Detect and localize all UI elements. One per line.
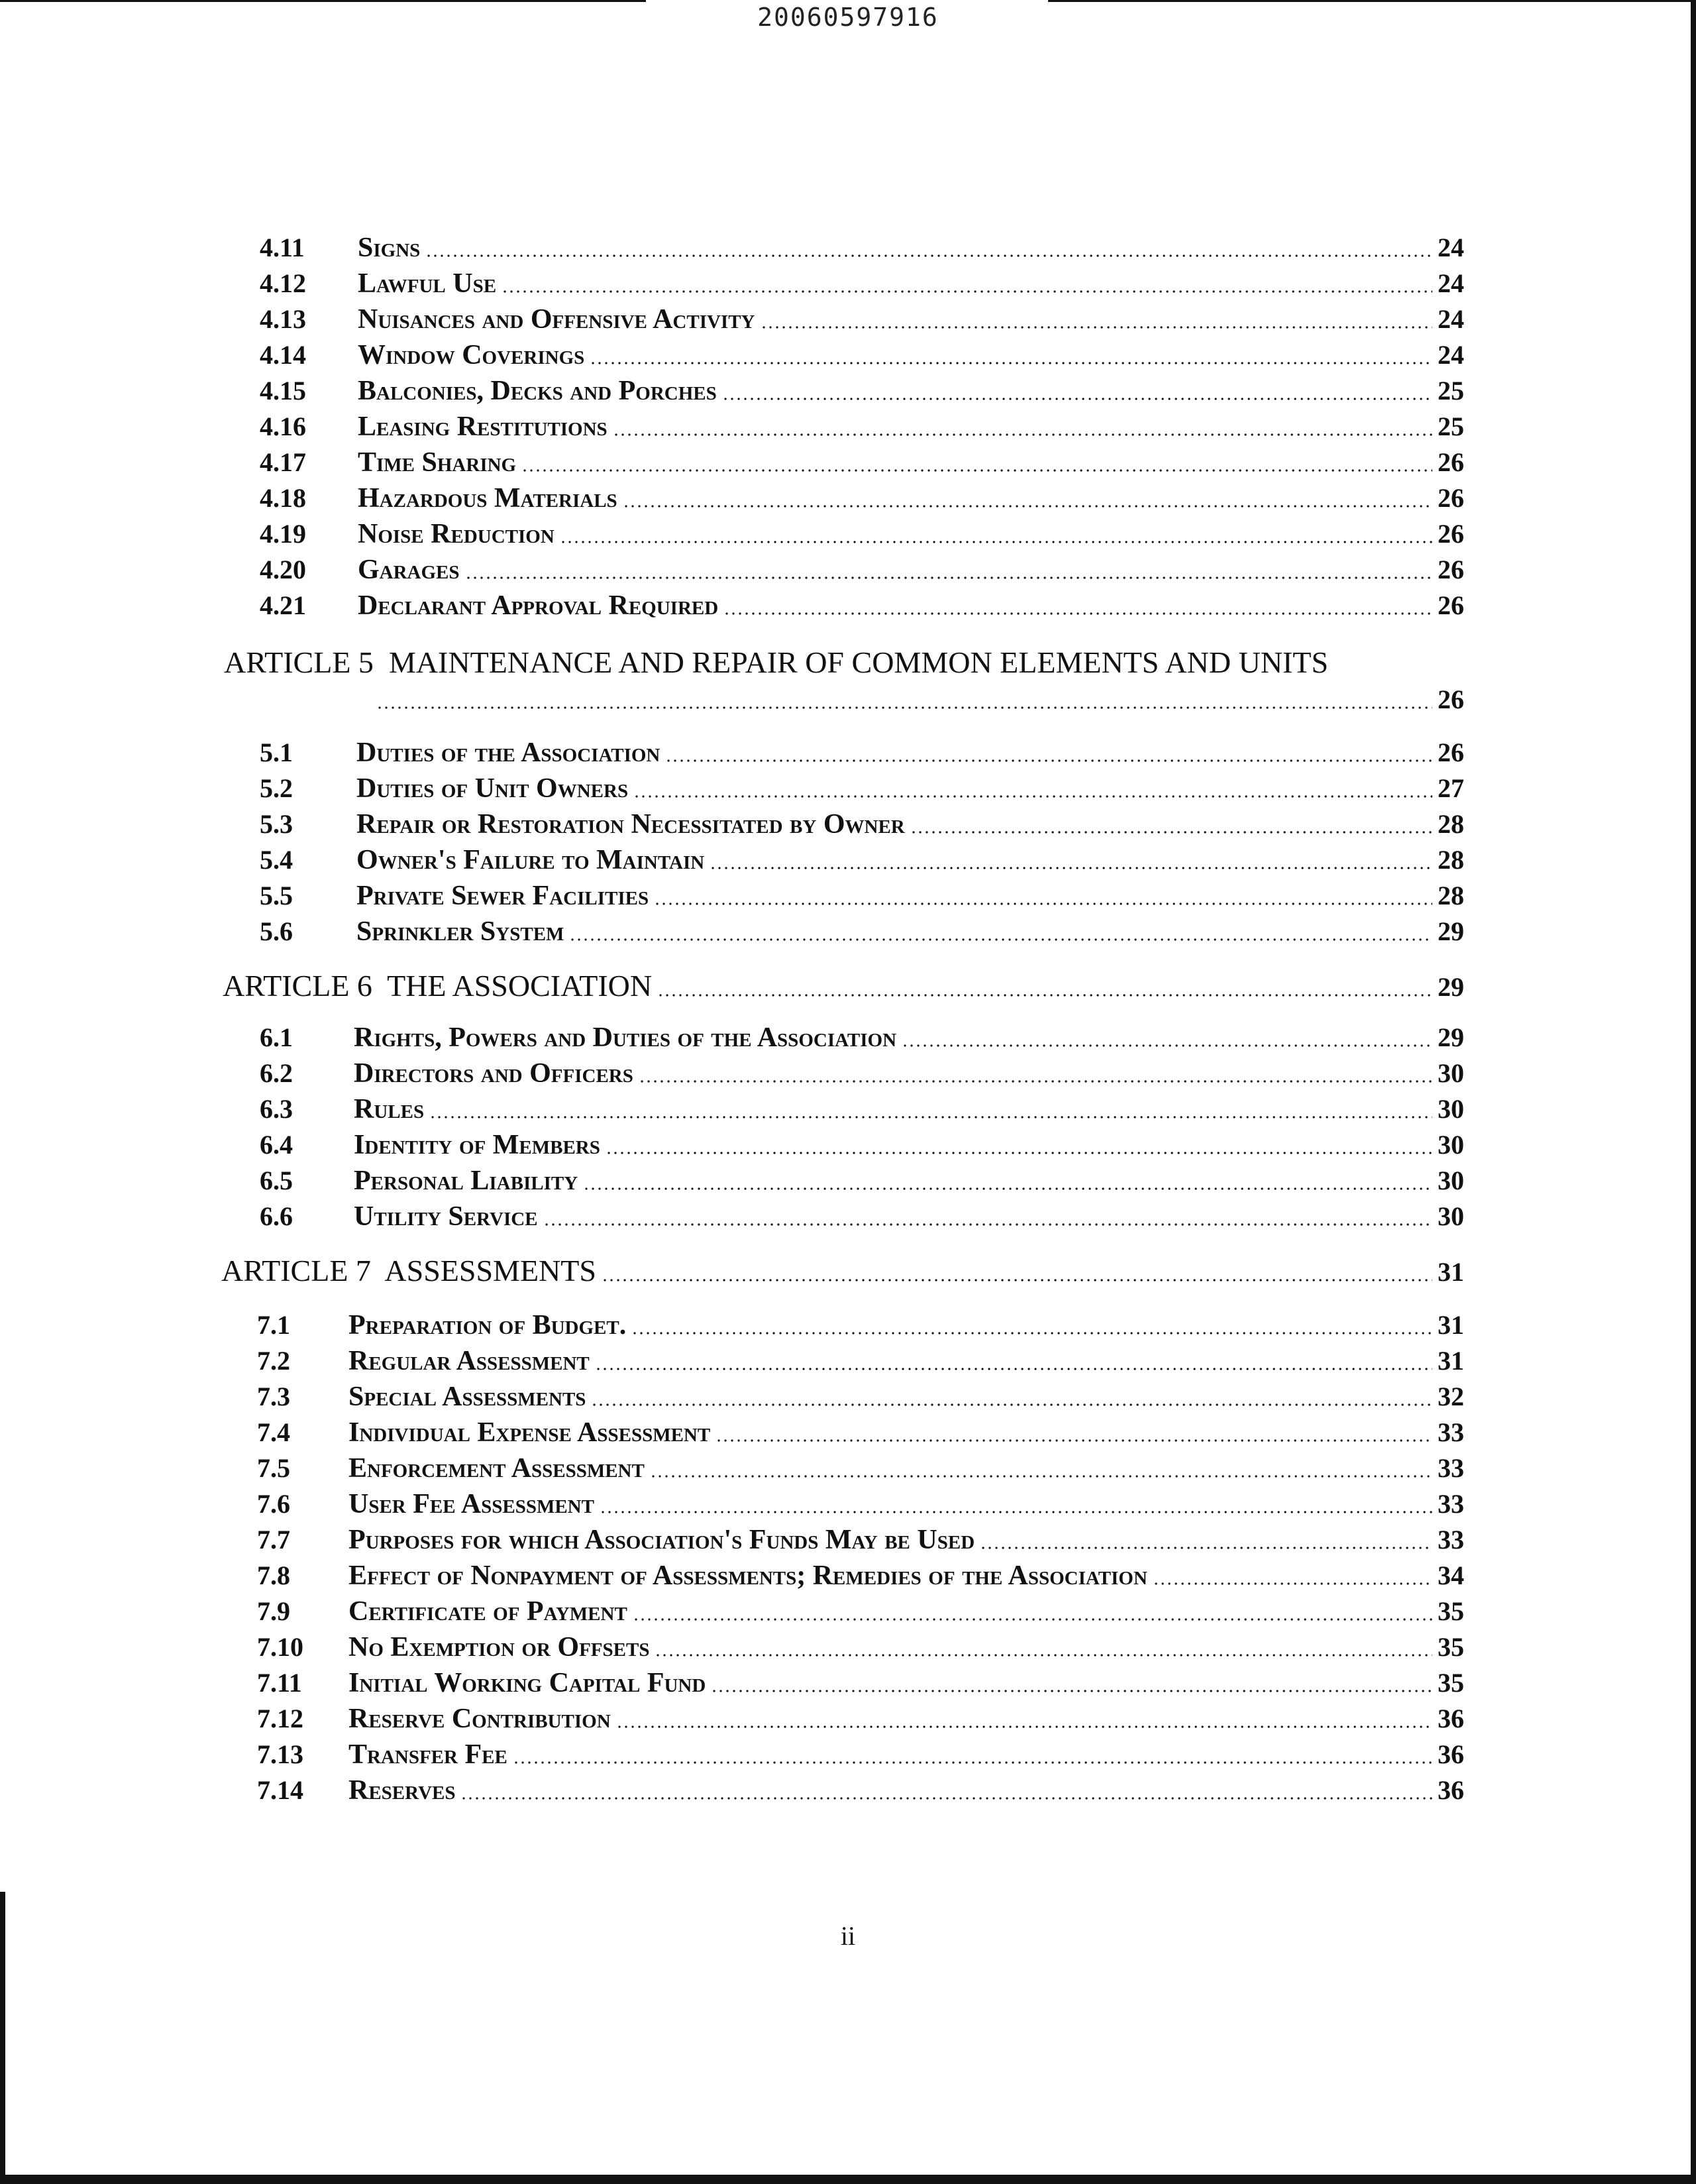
dot-leader <box>723 612 1432 615</box>
toc-row[interactable] <box>0 588 1696 623</box>
toc-entry-number: 4.11 <box>260 233 305 262</box>
dot-leader <box>1153 1582 1432 1585</box>
scan-border-bottom <box>0 2175 1696 2184</box>
toc-row[interactable] <box>0 1702 1696 1736</box>
toc-entry-title: Enforcement Assessment <box>348 1453 645 1484</box>
toc-row[interactable] <box>0 1164 1696 1198</box>
toc-row[interactable] <box>0 1594 1696 1629</box>
toc-entry-number: 7.14 <box>257 1775 303 1805</box>
toc-entry-number: 7.3 <box>257 1382 290 1411</box>
toc-entry-title: Identity of Members <box>354 1130 600 1160</box>
toc-entry-number: 4.15 <box>260 376 306 406</box>
dot-leader <box>602 1279 1432 1282</box>
scan-border-top-left <box>0 0 646 2</box>
toc-entry-number: 7.9 <box>257 1596 290 1626</box>
dot-leader <box>657 994 1432 997</box>
toc-entry-page: 31 <box>1438 1310 1464 1340</box>
toc-entry-title: Purposes for which Association's Funds May be Used <box>348 1525 975 1555</box>
dot-leader <box>595 1368 1432 1370</box>
toc-entry-page: 26 <box>1438 737 1464 767</box>
toc-entry-page: 30 <box>1438 1166 1464 1195</box>
article-title: MAINTENANCE AND REPAIR OF COMMON ELEMENTS AND UNITS <box>388 645 1328 679</box>
toc-row[interactable] <box>0 445 1696 480</box>
toc-entry-title: Window Coverings <box>358 340 585 370</box>
toc-entry-page: 36 <box>1438 1704 1464 1733</box>
dot-leader <box>569 938 1432 941</box>
toc-entry-number: 7.8 <box>257 1560 290 1590</box>
toc-entry-title: Garages <box>358 555 460 585</box>
toc-entry-title: Balconies, Decks and Porches <box>358 376 717 406</box>
dot-leader <box>980 1547 1432 1549</box>
toc-row[interactable] <box>0 338 1696 372</box>
toc-row[interactable] <box>0 1380 1696 1414</box>
toc-entry-title: Preparation of Budget. <box>348 1310 627 1340</box>
toc-row[interactable] <box>0 302 1696 337</box>
toc-entry-page: 25 <box>1438 376 1464 406</box>
toc-entry-title: Noise Reduction <box>358 519 555 549</box>
toc-entry-title: Signs <box>358 233 421 263</box>
toc-entry-page: 24 <box>1438 340 1464 370</box>
toc-row[interactable] <box>0 1415 1696 1450</box>
toc-row[interactable] <box>0 1773 1696 1808</box>
dot-leader <box>465 576 1432 579</box>
toc-entry-page: 30 <box>1438 1130 1464 1160</box>
toc-entry-number: 7.13 <box>257 1739 303 1769</box>
toc-entry-number: 6.3 <box>260 1094 293 1124</box>
toc-row[interactable] <box>0 410 1696 444</box>
toc-entry-number: 4.21 <box>260 590 306 620</box>
toc-entry-title: Rules <box>354 1094 425 1124</box>
toc-entry-number: 7.6 <box>257 1489 290 1519</box>
dot-leader <box>429 1116 1432 1119</box>
dot-leader <box>616 1725 1432 1728</box>
toc-entry-number: 5.5 <box>260 881 293 910</box>
dot-leader <box>654 902 1432 905</box>
toc-entry-number: 7.10 <box>257 1632 303 1662</box>
toc-row[interactable] <box>0 1128 1696 1162</box>
dot-leader <box>606 1152 1432 1154</box>
toc-row[interactable] <box>0 517 1696 551</box>
dot-leader <box>460 1797 1432 1800</box>
toc-entry-number: 6.5 <box>260 1166 293 1195</box>
toc-entry-page: 26 <box>1438 555 1464 584</box>
toc-entry-page: 34 <box>1438 1560 1464 1590</box>
dot-leader <box>639 1080 1432 1083</box>
toc-entry-title: Regular Assessment <box>348 1346 590 1376</box>
toc-entry-title: Declarant Approval Required <box>358 590 719 621</box>
toc-entry-page: 33 <box>1438 1417 1464 1447</box>
toc-entry-number: 5.3 <box>260 809 293 839</box>
toc-entry-title: No Exemption or Offsets <box>348 1632 650 1663</box>
toc-entry-page: 28 <box>1438 845 1464 875</box>
toc-row[interactable] <box>0 1344 1696 1378</box>
toc-entry-page: 26 <box>1438 447 1464 477</box>
toc-row[interactable] <box>0 736 1696 770</box>
toc-entry-page: 31 <box>1438 1346 1464 1376</box>
toc-row[interactable] <box>0 1056 1696 1091</box>
toc-entry-title: Utility Service <box>354 1201 538 1232</box>
toc-row[interactable] <box>0 553 1696 587</box>
toc-row[interactable] <box>0 1199 1696 1234</box>
toc-entry-number: 5.1 <box>260 737 293 767</box>
toc-entry-title: Leasing Restitutions <box>358 411 608 442</box>
toc-entry-page: 24 <box>1438 233 1464 262</box>
article-page: 26 <box>1438 684 1464 714</box>
toc-entry-number: 5.4 <box>260 845 293 875</box>
toc-row[interactable] <box>0 1558 1696 1593</box>
dot-leader <box>633 795 1432 798</box>
toc-entry-page: 28 <box>1438 881 1464 910</box>
dot-leader <box>665 759 1432 762</box>
article-label: ARTICLE 7 <box>221 1254 371 1287</box>
toc-entry-title: Private Sewer Facilities <box>356 881 649 911</box>
toc-entry-title: Duties of Unit Owners <box>356 773 629 804</box>
toc-entry-page: 35 <box>1438 1632 1464 1662</box>
toc-entry-number: 7.12 <box>257 1704 303 1733</box>
toc-entry-page: 30 <box>1438 1094 1464 1124</box>
toc-entry-page: 35 <box>1438 1596 1464 1626</box>
toc-entry-title: Reserves <box>348 1775 456 1806</box>
toc-entry-number: 4.16 <box>260 411 306 441</box>
toc-entry-page: 36 <box>1438 1739 1464 1769</box>
dot-leader <box>631 1332 1432 1335</box>
dot-leader <box>623 505 1432 508</box>
toc-entry-title: Individual Expense Assessment <box>348 1417 711 1448</box>
toc-entry-number: 7.5 <box>257 1453 290 1483</box>
toc-row[interactable] <box>0 879 1696 913</box>
toc-entry-page: 29 <box>1438 916 1464 946</box>
dot-leader <box>425 254 1432 257</box>
toc-entry-page: 25 <box>1438 411 1464 441</box>
article-heading[interactable] <box>0 967 1696 1005</box>
toc-entry-title: User Fee Assessment <box>348 1489 594 1519</box>
toc-entry-title: Time Sharing <box>358 447 517 478</box>
article-heading[interactable] <box>0 1252 1696 1289</box>
toc-entry-number: 7.2 <box>257 1346 290 1376</box>
toc-entry-page: 26 <box>1438 519 1464 549</box>
toc-row[interactable] <box>0 1092 1696 1126</box>
toc-row[interactable] <box>0 1630 1696 1665</box>
toc-row[interactable] <box>0 481 1696 516</box>
toc-row[interactable] <box>0 1487 1696 1521</box>
dot-leader <box>591 1403 1432 1406</box>
article-label: ARTICLE 5 <box>224 645 374 679</box>
toc-entry-number: 7.4 <box>257 1417 290 1447</box>
dot-leader <box>711 1690 1432 1692</box>
toc-row[interactable] <box>0 1523 1696 1557</box>
toc-entry-page: 30 <box>1438 1201 1464 1231</box>
footer-page-number: ii <box>840 1921 856 1951</box>
toc-row[interactable] <box>0 374 1696 408</box>
dot-leader <box>902 1044 1432 1047</box>
toc-entry-number: 7.7 <box>257 1525 290 1555</box>
toc-row[interactable] <box>0 1020 1696 1055</box>
dot-leader <box>633 1618 1432 1621</box>
toc-entry-title: Initial Working Capital Fund <box>348 1668 706 1698</box>
toc-entry-title: Duties of the Association <box>356 737 661 768</box>
toc-entry-title: Nuisances and Offensive Activity <box>358 304 755 335</box>
toc-entry-title: Effect of Nonpayment of Assessments; Remedies of the Association <box>348 1560 1147 1591</box>
article-page: 29 <box>1438 972 1464 1002</box>
toc-entry-page: 24 <box>1438 268 1464 298</box>
toc-entry-title: Personal Liability <box>354 1166 578 1196</box>
toc-entry-number: 6.6 <box>260 1201 293 1231</box>
toc-entry-number: 4.20 <box>260 555 306 584</box>
toc-entry-page: 32 <box>1438 1382 1464 1411</box>
dot-leader <box>600 1511 1432 1513</box>
toc-row[interactable] <box>0 1308 1696 1342</box>
dot-leader <box>761 326 1433 329</box>
toc-entry-page: 26 <box>1438 590 1464 620</box>
toc-entry-number: 4.14 <box>260 340 306 370</box>
toc-entry-number: 4.17 <box>260 447 306 477</box>
toc-entry-number: 7.11 <box>257 1668 302 1698</box>
toc-row[interactable] <box>0 231 1696 265</box>
toc-entry-number: 6.2 <box>260 1058 293 1088</box>
dot-leader <box>710 867 1432 869</box>
toc-entry-title: Lawful Use <box>358 268 497 299</box>
article-label: ARTICLE 6 <box>223 969 372 1003</box>
article-page: 31 <box>1438 1257 1464 1287</box>
dot-leader <box>583 1187 1432 1190</box>
toc-entry-number: 5.2 <box>260 773 293 803</box>
dot-leader <box>716 1439 1432 1442</box>
toc-entry-page: 30 <box>1438 1058 1464 1088</box>
toc-entry-page: 24 <box>1438 304 1464 334</box>
toc-entry-number: 7.1 <box>257 1310 290 1340</box>
toc-entry-number: 4.19 <box>260 519 306 549</box>
article-leader-row[interactable] <box>0 682 1696 717</box>
toc-entry-title: Special Assessments <box>348 1382 586 1412</box>
dot-leader <box>655 1654 1432 1657</box>
scan-border-top-right <box>1048 0 1696 2</box>
toc-entry-page: 27 <box>1438 773 1464 803</box>
toc-entry-page: 33 <box>1438 1525 1464 1555</box>
toc-entry-page: 28 <box>1438 809 1464 839</box>
toc-entry-number: 6.1 <box>260 1022 293 1052</box>
toc-entry-title: Rights, Powers and Duties of the Association <box>354 1022 897 1053</box>
toc-row[interactable] <box>0 914 1696 949</box>
toc-row[interactable] <box>0 807 1696 842</box>
toc-row[interactable] <box>0 843 1696 877</box>
dot-leader <box>910 831 1432 834</box>
dot-leader <box>521 469 1432 472</box>
toc-entry-title: Sprinkler System <box>356 916 564 947</box>
toc-entry-page: 36 <box>1438 1775 1464 1805</box>
dot-leader <box>502 290 1432 293</box>
dot-leader <box>590 362 1432 364</box>
toc-entry-title: Hazardous Materials <box>358 483 617 514</box>
toc-entry-number: 4.13 <box>260 304 306 334</box>
toc-entry-page: 33 <box>1438 1453 1464 1483</box>
dot-leader <box>650 1475 1432 1478</box>
toc-entry-title: Transfer Fee <box>348 1739 507 1770</box>
toc-row[interactable] <box>0 771 1696 806</box>
toc-entry-page: 26 <box>1438 483 1464 513</box>
toc-entry-title: Certificate of Payment <box>348 1596 627 1627</box>
toc-entry-title: Directors and Officers <box>354 1058 633 1089</box>
dot-leader <box>560 541 1432 543</box>
article-title: ASSESSMENTS <box>384 1254 596 1287</box>
toc-entry-title: Repair or Restoration Necessitated by Owner <box>356 809 905 840</box>
toc-entry-page: 29 <box>1438 1022 1464 1052</box>
dot-leader <box>376 706 1432 709</box>
dot-leader <box>513 1761 1432 1764</box>
article-title: THE ASSOCIATION <box>387 969 653 1003</box>
toc-entry-page: 33 <box>1438 1489 1464 1519</box>
toc-row[interactable] <box>0 1666 1696 1700</box>
toc-entry-number: 4.12 <box>260 268 306 298</box>
dot-leader <box>613 433 1432 436</box>
toc-entry-page: 35 <box>1438 1668 1464 1698</box>
toc-entry-title: Owner's Failure to Maintain <box>356 845 705 875</box>
toc-entry-number: 4.18 <box>260 483 306 513</box>
toc-entry-number: 6.4 <box>260 1130 293 1160</box>
dot-leader <box>722 398 1432 400</box>
toc-row[interactable] <box>0 266 1696 301</box>
toc-row[interactable] <box>0 1737 1696 1772</box>
dot-leader <box>543 1223 1432 1226</box>
toc-entry-number: 5.6 <box>260 916 293 946</box>
toc-entry-title: Reserve Contribution <box>348 1704 611 1734</box>
toc-row[interactable] <box>0 1451 1696 1486</box>
document-number: 20060597916 <box>757 3 939 32</box>
